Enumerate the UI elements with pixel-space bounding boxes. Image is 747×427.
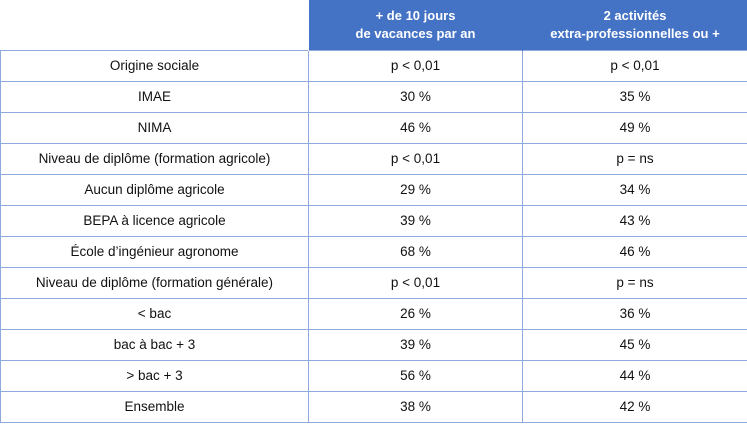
vacances-value-cell: 46 % — [309, 112, 523, 143]
vacances-value-cell: 68 % — [309, 236, 523, 267]
row-label-cell: Aucun diplôme agricole — [1, 174, 309, 205]
table-row — [1, 360, 747, 391]
vacances-value-cell: 38 % — [309, 391, 523, 422]
table-row — [1, 143, 747, 174]
activites-value-cell: 34 % — [523, 174, 747, 205]
row-label-cell: Niveau de diplôme (formation générale) — [1, 267, 309, 298]
header-activites: 2 activités extra-professionnelles ou + — [523, 0, 747, 50]
row-label-cell: < bac — [1, 298, 309, 329]
vacances-value-cell: 29 % — [309, 174, 523, 205]
vacances-value-cell: 56 % — [309, 360, 523, 391]
vacances-value-cell: 39 % — [309, 329, 523, 360]
table-row — [1, 329, 747, 360]
table-header — [1, 0, 747, 50]
table-row — [1, 236, 747, 267]
row-label-cell: Ensemble — [1, 391, 309, 422]
activites-value-cell: 35 % — [523, 81, 747, 112]
activites-value-cell: 43 % — [523, 205, 747, 236]
activites-value-cell: 46 % — [523, 236, 747, 267]
table-row — [1, 205, 747, 236]
table-row — [1, 81, 747, 112]
activites-value-cell: p = ns — [523, 267, 747, 298]
activites-value-cell: 49 % — [523, 112, 747, 143]
row-label-cell: Origine sociale — [1, 50, 309, 81]
vacances-value-cell: 30 % — [309, 81, 523, 112]
vacances-value-cell: 26 % — [309, 298, 523, 329]
header-corner-cell — [1, 0, 309, 50]
vacances-value-cell: p < 0,01 — [309, 50, 523, 81]
table-row — [1, 174, 747, 205]
row-label-cell: École d’ingénieur agronome — [1, 236, 309, 267]
activites-value-cell: p = ns — [523, 143, 747, 174]
activites-value-cell: p < 0,01 — [523, 50, 747, 81]
vacances-value-cell: 39 % — [309, 205, 523, 236]
table-row — [1, 298, 747, 329]
row-label-cell: IMAE — [1, 81, 309, 112]
table-row — [1, 267, 747, 298]
table-row — [1, 50, 747, 81]
row-label-cell: > bac + 3 — [1, 360, 309, 391]
row-label-cell: BEPA à licence agricole — [1, 205, 309, 236]
table-row — [1, 112, 747, 143]
row-label-cell: NIMA — [1, 112, 309, 143]
header-row — [1, 0, 747, 50]
row-label-cell: bac à bac + 3 — [1, 329, 309, 360]
table-body — [1, 50, 747, 422]
row-label-cell: Niveau de diplôme (formation agricole) — [1, 143, 309, 174]
activites-value-cell: 36 % — [523, 298, 747, 329]
table-row — [1, 391, 747, 422]
activites-value-cell: 45 % — [523, 329, 747, 360]
activites-value-cell: 44 % — [523, 360, 747, 391]
activites-value-cell: 42 % — [523, 391, 747, 422]
vacances-value-cell: p < 0,01 — [309, 143, 523, 174]
header-vacances: + de 10 jours de vacances par an — [309, 0, 523, 50]
vacances-value-cell: p < 0,01 — [309, 267, 523, 298]
